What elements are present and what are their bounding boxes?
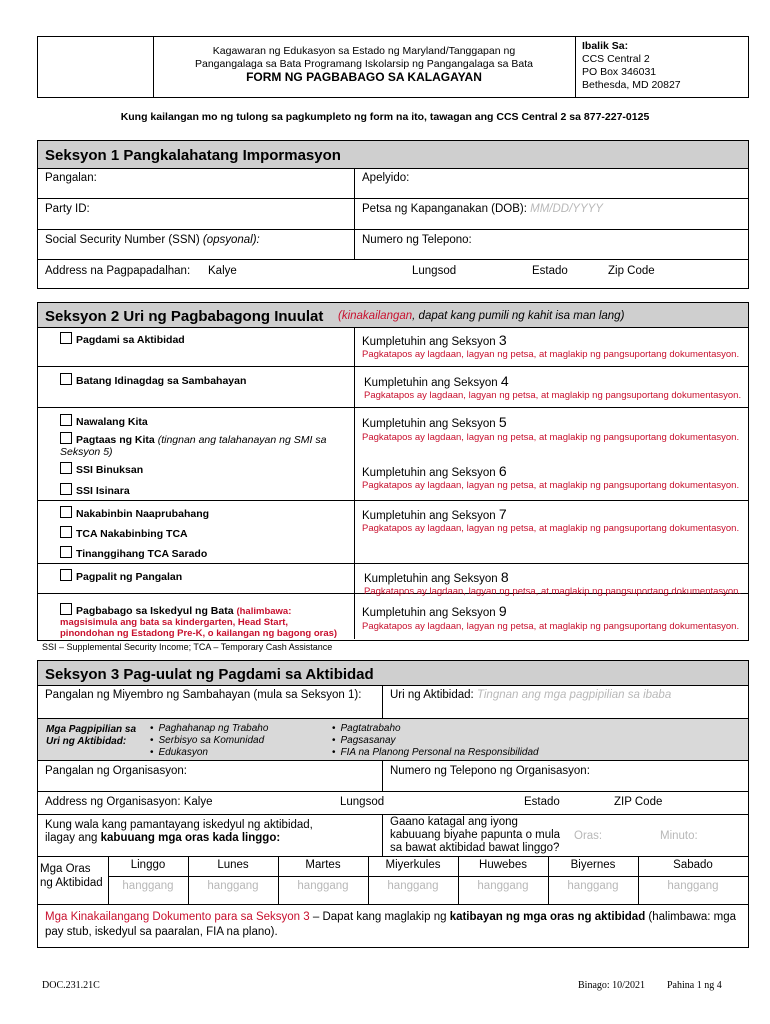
complete-prefix: Kumpletuhin ang Seksyon [364,573,498,585]
street-field[interactable]: Kalye [208,265,237,277]
option-child-support[interactable] [60,506,209,520]
travel-text: Gaano katagal ang iyong [390,816,518,828]
dob-label: Petsa ng Kapanganakan (DOB): [362,203,527,215]
travel-hours-input[interactable]: Oras: [574,830,603,842]
activity-type-label: Uri ng Aktibidad: [390,689,474,701]
total-hours-label-bold: kabuuang mga oras kada linggo: [100,832,281,844]
instruction-text: Pagkatapos ay lagdaan, lagyan ng petsa, at maglakip ng pangsuportang dokumentasyon. [362,349,740,360]
docs-heading: Mga Kinakailangang Dokumento para sa Seksyon 3 [45,911,310,923]
instruction-text: Pagkatapos ay lagdaan, lagyan ng petsa, at maglakip ng pangsuportang dokumentasyon. [362,432,740,443]
option-label: SSI Binuksan [76,464,144,476]
checkbox[interactable] [60,373,72,385]
section-number: 3 [498,332,507,348]
choice-item: • FIA na Planong Personal na Responsibilidad [332,747,539,759]
section2-header [37,302,749,328]
complete-prefix: Kumpletuhin ang Seksyon [362,467,496,479]
choices-left-list [150,723,268,759]
option-label: Batang Idinagdag sa Sambahayan [76,375,247,387]
form-header [37,36,749,98]
instruction-text: Pagkatapos ay lagdaan, lagyan ng petsa, at maglakip ng pangsuportang dokumentasyon. [364,390,742,401]
activity-type-field[interactable] [390,689,671,701]
travel-time-question [390,816,560,855]
header-agency-line1: Kagawaran ng Edukasyon sa Estado ng Maryland/Tanggapan ng [212,45,516,57]
choice-item: • Pagsasanay [332,735,539,747]
instruction-text: Pagkatapos ay lagdaan, lagyan ng petsa, at maglakip ng pangsuportang dokumentasyon. [364,586,742,597]
section-number: 5 [498,414,507,430]
party-id-field[interactable]: Party ID: [45,203,90,215]
checkbox[interactable] [60,483,72,495]
complete-prefix: Kumpletuhin ang Seksyon [362,607,496,619]
instruction-text: Pagkatapos ay lagdaan, lagyan ng petsa, at maglakip ng pangsuportang dokumentasyon. [362,480,740,491]
checkbox[interactable] [60,332,72,344]
option-activity-increase[interactable] [60,332,185,346]
choices-label: Uri ng Aktibidad: [46,736,127,747]
complete-prefix: Kumpletuhin ang Seksyon [362,418,496,430]
total-hours-label: Kung wala kang pamantayang iskedyul ng aktibidad, [45,819,313,831]
option-label: Pagtaas ng Kita [76,434,155,446]
option-label: TCA Nakabinbing TCA [76,528,188,540]
total-hours-label: ilagay ang [45,832,101,844]
day-header-thursday: Huwebes [479,859,527,871]
activity-type-placeholder: Tingnan ang mga pagpipilian sa ibaba [476,689,672,701]
ssn-label: Social Security Number (SSN) [45,234,200,246]
option-label: Pagpalit ng Pangalan [76,571,183,583]
docs-bold: katibayan ng mga oras ng aktibidad [449,911,646,923]
option-label: Pagbabago sa Iskedyul ng Bata [76,605,234,617]
day-header-sunday: Linggo [130,859,166,871]
option-ssi-received[interactable] [60,462,143,476]
complete-section-7 [362,506,507,522]
mailing-address-label: Address na Pagpapadalhan: [45,265,191,277]
choices-right-list [332,723,539,759]
option-ssi-closed[interactable] [60,483,130,497]
complete-prefix: Kumpletuhin ang Seksyon [364,377,498,389]
checkbox[interactable] [60,462,72,474]
activity-hours-label [40,862,103,890]
header-agency-line2: Pangangalaga sa Bata Programang Iskolarsip ng Pangangalaga sa Bata [195,58,533,70]
zip-field[interactable]: Zip Code [608,265,655,277]
section3-body [37,685,749,948]
return-address-line: PO Box 346031 [582,66,657,78]
option-label: Nawalang Kita [76,416,148,428]
travel-text: sa bawat aktibidad bawat linggo? [390,842,560,854]
day-hours-input[interactable]: hanggang [567,880,619,892]
choice-item: • Serbisyo sa Komunidad [150,735,268,747]
complete-prefix: Kumpletuhin ang Seksyon [362,510,496,522]
choices-label: Mga Pagpipilian sa [46,724,137,735]
option-tca-closed[interactable] [60,546,207,560]
checkbox[interactable] [60,432,72,444]
option-tca-pending[interactable] [60,526,188,540]
member-name-field[interactable]: Pangalan ng Miyembro ng Sambahayan (mula sa Seksyon 1): [45,689,362,701]
page-number: Pahina 1 ng 4 [667,980,722,991]
section2-note-required: (kinakailangan [338,310,413,322]
first-name-field[interactable]: Pangalan: [45,172,97,184]
option-note: (tingnan ang talahanayan ng SMI sa Seksyon 5) [60,434,327,458]
option-label: Nakabinbin Naaprubahang [76,508,210,520]
complete-section-9 [362,603,507,619]
day-hours-input[interactable]: hanggang [297,880,349,892]
section-number: 4 [500,373,509,389]
activity-choices [38,719,748,760]
org-zip-field[interactable]: ZIP Code [614,796,663,808]
phone-field[interactable]: Numero ng Telepono: [362,234,472,246]
org-state-field[interactable]: Estado [524,796,560,808]
section2-body [37,327,749,641]
option-label: SSI Isinara [76,485,130,497]
dob-field[interactable] [362,203,603,215]
day-header-monday: Lunes [217,859,249,871]
day-hours-input[interactable]: hanggang [477,880,529,892]
choice-item: • Pagtatrabaho [332,723,539,735]
state-field[interactable]: Estado [532,265,568,277]
return-address-line: Bethesda, MD 20827 [582,79,681,91]
help-line: Kung kailangan mo ng tulong sa pagkumpleto ng form na ito, tawagan ang CCS Central 2 sa 877-227-0125 [120,111,650,123]
hours-label: Mga Oras [40,863,91,875]
option-label: Tinanggihang TCA Sarado [76,548,208,560]
org-name-field[interactable]: Pangalan ng Organisasyon: [45,765,187,777]
return-address-line: CCS Central 2 [582,53,650,65]
day-hours-input[interactable]: hanggang [667,880,719,892]
instruction-text: Pagkatapos ay lagdaan, lagyan ng petsa, at maglakip ng pangsuportang dokumentasyon. [362,621,740,632]
day-header-wednesday: Miyerkules [385,859,441,871]
option-lost-income[interactable] [60,414,148,428]
form-title: FORM NG PAGBABAGO SA KALAGAYAN [246,70,482,84]
org-street-field[interactable]: Address ng Organisasyon: Kalye [45,796,213,808]
revised-date: Binago: 10/2021 [578,980,645,991]
choice-item: • Edukasyon [150,747,268,759]
ssn-optional: (opsyonal): [202,234,260,246]
section-number: 8 [500,569,509,585]
section3-title: Seksyon 3 Pag-uulat ng Pagdami sa Aktibidad [37,660,749,686]
hours-label: ng Aktibidad [40,877,103,889]
org-phone-field[interactable]: Numero ng Telepono ng Organisasyon: [390,765,590,777]
option-label: Pagdami sa Aktibidad [76,334,185,346]
day-header-saturday: Sabado [673,859,713,871]
required-documents [45,910,745,940]
day-hours-input[interactable]: hanggang [207,880,259,892]
instruction-text: Pagkatapos ay lagdaan, lagyan ng petsa, at maglakip ng pangsuportang dokumentasyon. [362,523,740,534]
option-income-increase[interactable] [60,432,350,458]
complete-section-8 [364,569,509,585]
return-label: Ibalik Sa: [582,40,629,52]
section2-note-rest: , dapat kang pumili ng kahit isa man lang) [412,310,625,322]
section-number: 9 [498,603,507,619]
complete-prefix: Kumpletuhin ang Seksyon [362,336,496,348]
section2-title: Seksyon 2 Uri ng Pagbabagong Inuulat [45,308,324,325]
checkbox[interactable] [60,526,72,538]
option-example: pinondohan ng Estadong Pre-K, o kailangan ng bagong oras) [60,628,338,639]
checkbox[interactable] [60,414,72,426]
ssn-field[interactable] [45,234,260,246]
section-number: 7 [498,506,507,522]
section1-title: Seksyon 1 Pangkalahatang Impormasyon [37,140,749,169]
last-name-field[interactable]: Apelyido: [362,172,410,184]
option-example: magsisimula ang bata sa kindergarten, Head Start, [60,617,289,628]
complete-section-3 [362,332,507,348]
travel-minutes-input[interactable]: Minuto: [660,830,698,842]
complete-section-4 [364,373,509,389]
checkbox[interactable] [60,546,72,558]
org-city-field[interactable]: Lungsod [340,796,385,808]
section1-body [37,168,749,289]
checkbox[interactable] [60,569,72,581]
dob-placeholder: MM/DD/YYYY [530,203,603,215]
section-number: 6 [498,463,507,479]
section2-footnote: SSI – Supplemental Security Income; TCA – Temporary Cash Assistance [42,642,333,652]
complete-section-6 [362,463,507,479]
checkbox[interactable] [60,506,72,518]
day-hours-input[interactable]: hanggang [122,880,174,892]
option-new-child[interactable] [60,373,246,387]
day-header-friday: Biyernes [570,859,616,871]
choice-item: • Paghahanap ng Trabaho [150,723,268,735]
docs-text: – Dapat kang maglakip ng [309,911,450,923]
city-field[interactable]: Lungsod [412,265,457,277]
section2-note [338,310,624,322]
day-header-tuesday: Martes [305,859,341,871]
travel-text: kabuuang biyahe papunta o mula [390,829,561,841]
day-hours-input[interactable]: hanggang [387,880,439,892]
option-example: (halimbawa: [236,606,292,617]
total-hours-field[interactable] [45,819,313,845]
option-name-change[interactable] [60,569,182,583]
doc-code: DOC.231.21C [42,980,100,991]
option-schedule-change[interactable] [60,603,360,639]
docs-text: (halimbawa: mga pay stub, iskedyul sa paaralan, FIA na plano). [45,911,736,938]
checkbox[interactable] [60,603,72,615]
complete-section-5 [362,414,507,430]
